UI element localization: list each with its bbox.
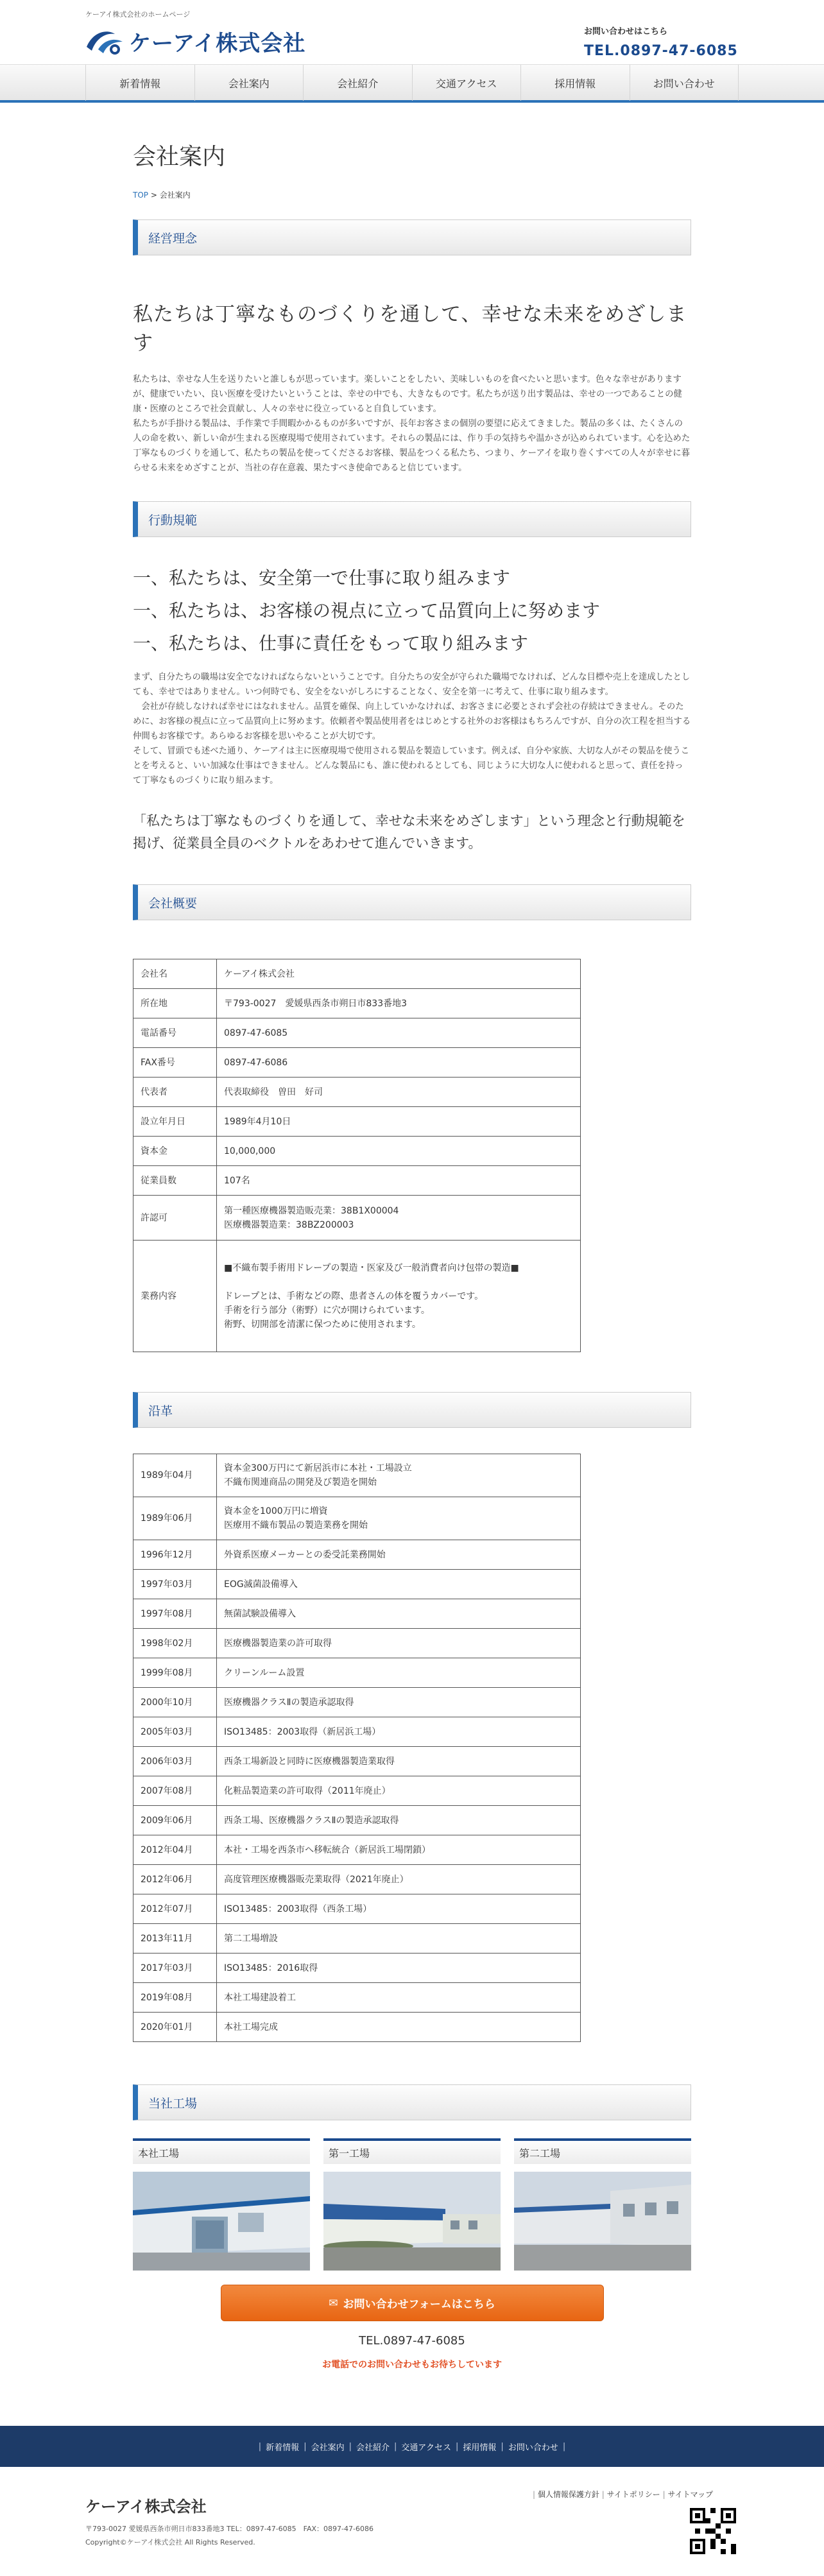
- breadcrumb: [133, 189, 691, 200]
- history-date: 2020年01月: [133, 2013, 217, 2042]
- table-row: [133, 1107, 581, 1137]
- history-event: 西条工場、医療機器クラスⅡの製造承認取得: [217, 1806, 581, 1835]
- table-row: [133, 1747, 581, 1776]
- nav-company-guide[interactable]: 会社案内: [194, 65, 304, 101]
- table-row: [133, 1540, 581, 1570]
- overview-label: 電話番号: [133, 1018, 217, 1048]
- overview-value: 第一種医療機器製造販売業：38B1X00004 医療機器製造業：38BZ200003: [217, 1196, 581, 1241]
- nav-news[interactable]: 新着情報: [85, 65, 194, 101]
- overview-value: 0897-47-6086: [217, 1048, 581, 1078]
- conduct-pledge: 一、私たちは、お客様の視点に立って品質向上に努めます: [133, 600, 601, 621]
- history-event: 資本金300万円にて新居浜市に本社・工場設立 不織布関連商品の開発及び製造を開始: [217, 1454, 581, 1497]
- main-content: [133, 103, 691, 2371]
- table-row: [133, 1454, 581, 1497]
- overview-value: 10,000,000: [217, 1137, 581, 1166]
- nav-company-intro[interactable]: 会社紹介: [303, 65, 412, 101]
- table-row: [133, 1078, 581, 1107]
- table-row: [133, 1658, 581, 1688]
- footer-nav-news[interactable]: 新着情報: [266, 2443, 300, 2453]
- history-event: ISO13485：2016取得: [217, 1953, 581, 1983]
- conduct-pledge: 一、私たちは、安全第一で仕事に取り組みます: [133, 567, 511, 588]
- history-event: 医療機器製造業の許可取得: [217, 1629, 581, 1658]
- overview-label: 資本金: [133, 1137, 217, 1166]
- nav-contact[interactable]: お問い合わせ: [630, 65, 739, 101]
- breadcrumb-separator: >: [148, 191, 160, 200]
- site-header: [0, 0, 824, 64]
- table-row: [133, 1865, 581, 1894]
- contact-form-button[interactable]: [221, 2285, 604, 2321]
- overview-value: 〒793-0027 愛媛県西条市朔日市833番地3: [217, 989, 581, 1018]
- history-event: 化粧品製造業の許可取得（2011年廃止）: [217, 1776, 581, 1806]
- table-row: [133, 1629, 581, 1658]
- history-event: 医療機器クラスⅡの製造承認取得: [217, 1688, 581, 1717]
- table-row: [133, 1241, 581, 1352]
- factory-photo-headquarters[interactable]: [133, 2172, 310, 2271]
- overview-value: 1989年4月10日: [217, 1107, 581, 1137]
- footer-nav-company-intro[interactable]: 会社紹介: [356, 2443, 390, 2453]
- history-event: 高度管理医療機器販売業取得（2021年廃止）: [217, 1865, 581, 1894]
- history-event: 本社工場完成: [217, 2013, 581, 2042]
- conduct-pledges: [133, 562, 691, 660]
- logo-wave-icon: [85, 28, 124, 56]
- footer-nav-access[interactable]: 交通アクセス: [401, 2443, 452, 2453]
- overview-label: 許認可: [133, 1196, 217, 1241]
- overview-label: 従業員数: [133, 1166, 217, 1196]
- table-row: [133, 1599, 581, 1629]
- footer-link-sitemap[interactable]: サイトマップ: [667, 2490, 714, 2499]
- history-date: 2019年08月: [133, 1983, 217, 2013]
- section-heading-factories: 当社工場: [133, 2084, 691, 2120]
- history-event: EOG滅菌設備導入: [217, 1570, 581, 1599]
- table-row: [133, 1048, 581, 1078]
- conduct-vision: 「私たちは丁寧なものづくりを通して、幸せな未来をめざします」という理念と行動規範を掲げ、従業員全員のベクトルをあわせて進んでいきます。: [133, 813, 685, 851]
- history-date: 2017年03月: [133, 1953, 217, 1983]
- footer-address: 〒793-0027 愛媛県西条市朔日市833番地3 TEL：0897-47-6085 FAX：0897-47-6086: [85, 2525, 373, 2533]
- table-row: [133, 1953, 581, 1983]
- overview-label: 会社名: [133, 959, 217, 989]
- history-date: 1999年08月: [133, 1658, 217, 1688]
- breadcrumb-current: 会社案内: [159, 191, 191, 200]
- footer-nav-contact[interactable]: お問い合わせ: [508, 2443, 558, 2453]
- history-date: 1989年06月: [133, 1497, 217, 1540]
- logo-company-name: ケーアイ株式会社: [129, 31, 306, 56]
- history-event: 本社・工場を西条市へ移転統合（新居浜工場閉鎖）: [217, 1835, 581, 1865]
- table-row: [133, 1497, 581, 1540]
- history-event: 西条工場新設と同時に医療機器製造業取得: [217, 1747, 581, 1776]
- table-row: [133, 1137, 581, 1166]
- conduct-body: まず、自分たちの職場は安全でなければならないということです。自分たちの安全が守られた職場でなければ、どんな目標や売上を達成したとしても、幸せではありません。いつ何時でも、安全をないがしろにすることなく、安全を第一に考えて、仕事に取り組みます。 会社が存続しなければ幸せにはなれません。品質を確保、向上していかなければ、お客さまに必要とされず会社の存続はできません。そのために、お客様の視点に立って品質向上に努めます。依頼者や製品使用者をはじめとする社外のお客様はもちろんですが、自分の次工程を担当する仲間もお客様です。あらゆるお客様を思いやることが大切です。 そして、冒頭でも述べた通り、ケーアイは主に医療現場で使用される製品を製造しています。例えば、自分や家族、大切な人がその製品を使うことを考えると、いい加減な仕事はできません。どんな製品にも、誰に使われるとしても、同じように大切な人に使われると思って、責任を持って丁寧なものづくりに取り組みます。: [133, 673, 691, 786]
- breadcrumb-top-link[interactable]: TOP: [133, 191, 149, 200]
- global-nav: [0, 64, 824, 103]
- company-overview-table: [133, 959, 581, 1352]
- overview-label: FAX番号: [133, 1048, 217, 1078]
- history-date: 2005年03月: [133, 1717, 217, 1747]
- history-date: 2012年07月: [133, 1894, 217, 1924]
- factory-label: 第一工場: [323, 2138, 501, 2164]
- overview-value: 107名: [217, 1166, 581, 1196]
- footer-copyright: Copyright©ケーアイ株式会社 All Rights Reserved.: [85, 2538, 255, 2546]
- history-event: 本社工場建設着工: [217, 1983, 581, 2013]
- cta-phone[interactable]: TEL.0897-47-6085: [359, 2334, 465, 2348]
- overview-label: 所在地: [133, 989, 217, 1018]
- factory-card: [514, 2138, 691, 2271]
- nav-recruit[interactable]: 採用情報: [520, 65, 630, 101]
- history-table: [133, 1454, 581, 2042]
- history-date: 1989年04月: [133, 1454, 217, 1497]
- contact-form-button-label: お問い合わせフォームはこちら: [343, 2298, 495, 2311]
- history-date: 1997年08月: [133, 1599, 217, 1629]
- qr-code-icon: [690, 2508, 736, 2554]
- conduct-pledge: 一、私たちは、仕事に責任をもって取り組みます: [133, 633, 529, 654]
- overview-label: 設立年月日: [133, 1107, 217, 1137]
- site-footer: [0, 2467, 824, 2576]
- table-row: [133, 2013, 581, 2042]
- footer-link-privacy[interactable]: 個人情報保護方針: [537, 2490, 599, 2499]
- overview-label: 業務内容: [133, 1241, 217, 1352]
- table-row: [133, 1806, 581, 1835]
- history-event: ISO13485：2003取得（西条工場）: [217, 1894, 581, 1924]
- company-logo[interactable]: [85, 26, 305, 57]
- table-row: [133, 1924, 581, 1953]
- footer-nav: | 新着情報 | 会社案内 | 会社紹介 | 交通アクセス | 採用情報 | お問い合わせ |: [0, 2426, 824, 2467]
- factory-card: [133, 2138, 310, 2271]
- history-date: 2012年04月: [133, 1835, 217, 1865]
- section-heading-overview: 会社概要: [133, 884, 691, 920]
- factory-card: [323, 2138, 501, 2271]
- overview-value: 代表取締役 曽田 好司: [217, 1078, 581, 1107]
- philosophy-body: 私たちは、幸せな人生を送りたいと誰しもが思っています。楽しいことをしたい、美味しいものを食べたいと思います。色々な幸せがありますが、健康でいたい、良い医療を受けたいということは、幸せの中でも、大きなものです。私たちが送り出す製品は、幸せの一つであることの健康・医療のところで社会貢献し、人々の幸せに役立っていると自負しています。 私たちが手掛ける製品は、手作業で手間暇かかるものが多いですが、長年お客さまの個別の要望に応えてきました。製品の多くは、たくさんの人の命を救い、新しい命が生まれる医療現場で使用されています。それらの製品には、作り手の気持ちや温かさが込められています。心を込めた丁寧なものづくりを通して、私たちの製品を使ってくださるお客様、製品をつくる私たち、つまり、ケーアイを取り巻くすべての人々が幸せに暮らせる未来をめざすことが、当社の存在意義、果たすべき使命であると信じています。: [133, 375, 691, 473]
- factory-gallery: [133, 2138, 691, 2271]
- table-row: [133, 959, 581, 989]
- table-row: [133, 1835, 581, 1865]
- header-contact: [584, 24, 738, 59]
- history-date: 2012年06月: [133, 1865, 217, 1894]
- table-row: [133, 1688, 581, 1717]
- factory-photo-second[interactable]: [514, 2172, 691, 2271]
- table-row: [133, 1570, 581, 1599]
- history-event: 外資系医療メーカーとの委受託業務開始: [217, 1540, 581, 1570]
- site-tagline: ケーアイ株式会社のホームページ: [85, 10, 191, 19]
- footer-link-site-policy[interactable]: サイトポリシー: [606, 2490, 660, 2499]
- history-event: 無菌試験設備導入: [217, 1599, 581, 1629]
- history-date: 2009年06月: [133, 1806, 217, 1835]
- history-event: 資本金を1000万円に増資 医療用不織布製品の製造業務を開始: [217, 1497, 581, 1540]
- history-date: 1998年02月: [133, 1629, 217, 1658]
- page-title: 会社案内: [133, 144, 226, 170]
- factory-label: 本社工場: [133, 2138, 310, 2164]
- philosophy-lead: 私たちは丁寧なものづくりを通して、幸せな未来をめざします: [133, 303, 687, 355]
- contact-phone[interactable]: TEL.0897-47-6085: [584, 43, 738, 59]
- history-date: 2013年11月: [133, 1924, 217, 1953]
- history-date: 2006年03月: [133, 1747, 217, 1776]
- table-row: [133, 1717, 581, 1747]
- section-heading-conduct: 行動規範: [133, 501, 691, 537]
- cta-note: お電話でのお問い合わせもお待ちしています: [322, 2360, 502, 2370]
- section-heading-history: 沿革: [133, 1392, 691, 1428]
- history-date: 1997年03月: [133, 1570, 217, 1599]
- history-date: 2007年08月: [133, 1776, 217, 1806]
- history-date: 1996年12月: [133, 1540, 217, 1570]
- footer-nav-company-guide[interactable]: 会社案内: [311, 2443, 345, 2453]
- overview-value: ■不織布製手術用ドレープの製造・医家及び一般消費者向け包帯の製造■ ドレープとは、手術などの際、患者さんの体を覆うカバーです。 手術を行う部分（術野）に穴が開けられています。 術野、切開部を清潔に保つために使用されます。: [217, 1241, 581, 1352]
- table-row: [133, 1196, 581, 1241]
- overview-value: 0897-47-6085: [217, 1018, 581, 1048]
- table-row: [133, 1018, 581, 1048]
- factory-label: 第二工場: [514, 2138, 691, 2164]
- table-row: [133, 1166, 581, 1196]
- history-date: 2000年10月: [133, 1688, 217, 1717]
- history-event: ISO13485：2003取得（新居浜工場）: [217, 1717, 581, 1747]
- contact-label: お問い合わせはこちら: [584, 27, 668, 37]
- table-row: [133, 989, 581, 1018]
- nav-access[interactable]: 交通アクセス: [412, 65, 521, 101]
- overview-value: ケーアイ株式会社: [217, 959, 581, 989]
- table-row: [133, 1983, 581, 2013]
- footer-company-name: ケーアイ株式会社: [85, 2498, 207, 2516]
- overview-label: 代表者: [133, 1078, 217, 1107]
- mail-icon: ✉: [329, 2296, 338, 2310]
- section-heading-philosophy: 経営理念: [133, 219, 691, 255]
- footer-links: | 個人情報保護方針 | サイトポリシー | サイトマップ: [533, 2490, 714, 2499]
- history-event: クリーンルーム設置: [217, 1658, 581, 1688]
- table-row: [133, 1894, 581, 1924]
- footer-nav-recruit[interactable]: 採用情報: [463, 2443, 497, 2453]
- factory-photo-first[interactable]: [323, 2172, 501, 2271]
- history-event: 第二工場増設: [217, 1924, 581, 1953]
- table-row: [133, 1776, 581, 1806]
